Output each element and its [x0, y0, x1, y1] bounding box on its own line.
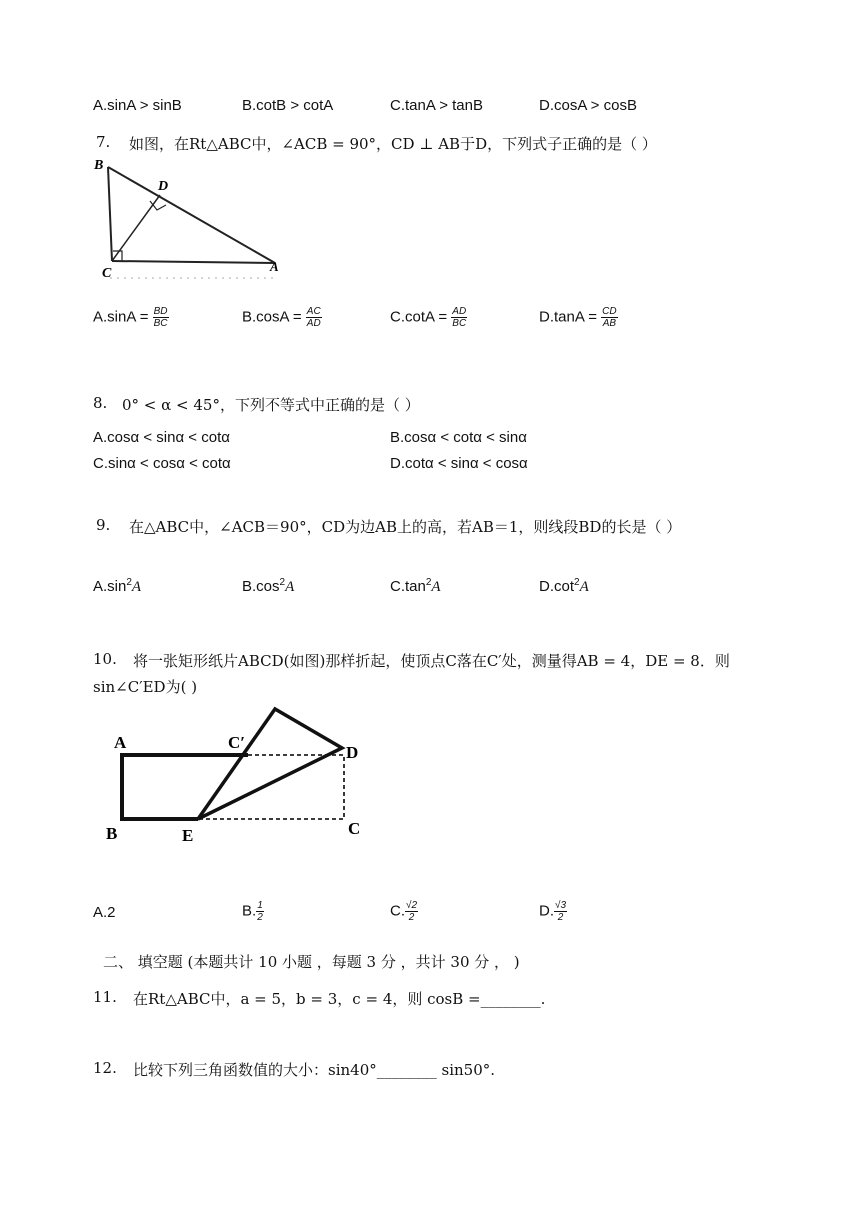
q7-label-c: C [102, 266, 112, 280]
q10-number: 10. [93, 650, 117, 668]
q10-label-b: B [106, 824, 118, 843]
q9-stem: 在△ABC中，∠ACB＝90°，CD为边AB上的高，若AB＝1，则线段BD的长是（ ） [129, 518, 682, 536]
q8-option-a: A.cosα < sinα < cotα [93, 429, 230, 446]
q10-label-a: A [114, 733, 127, 752]
q10-fold-figure [100, 700, 380, 850]
q11-stem: 在Rt△ABC中，a = 5，b = 3，c = 4，则 cosB =________. [133, 990, 546, 1008]
q7-triangle-figure [90, 155, 290, 280]
q9-number: 9. [96, 516, 111, 534]
q8-option-d: D.cotα < sinα < cosα [390, 455, 528, 472]
q7-label-d: D [158, 179, 169, 194]
q9-option-d: $D.\cot^2A$ [539, 577, 589, 595]
q10-stem-line1: 将一张矩形纸片ABCD(如图)那样折起，使顶点C落在C′处，测量得AB = 4，DE = 8．则 [133, 652, 730, 670]
q11-number: 11. [93, 988, 117, 1006]
q7-option-c: C.cotA = $\frac{AD}{BC}$ [390, 306, 467, 329]
q6-option-b: B.cotB > cotA [242, 97, 334, 114]
q6-option-c: C.tanA > tanB [390, 97, 483, 114]
q9-option-a: $A.\sin^2A$ [93, 577, 142, 595]
q10-option-c: C. $\frac{√2}{2}$ [390, 900, 418, 923]
q12-number: 12. [93, 1059, 117, 1077]
q7-option-b: B.cosA = $\frac{AC}{AD}$ [242, 306, 321, 329]
q10-label-d: D [346, 743, 359, 762]
q10-label-e: E [182, 826, 194, 845]
q10-option-a: A.2 [93, 904, 116, 921]
q7-stem: 如图，在Rt△ABC中，∠ACB = 90°，CD ⊥ AB于D，下列式子正确的是（ ） [129, 135, 657, 153]
q10-label-cprime: C′ [228, 733, 246, 752]
q7-number: 7. [96, 133, 111, 151]
q10-label-c: C [348, 819, 361, 838]
q7-label-a: A [270, 259, 279, 274]
q7-label-b: B [94, 158, 104, 173]
q6-option-d: D.cosA > cosB [539, 97, 637, 114]
q9-option-c: $C.\tan^2A$ [390, 577, 441, 595]
q12-stem: 比较下列三角函数值的大小：sin40°________ sin50°. [133, 1061, 496, 1079]
q9-option-b: $B.\cos^2A$ [242, 577, 295, 595]
q8-number: 8. [93, 394, 108, 412]
q8-option-b: B.cosα < cotα < sinα [390, 429, 527, 446]
q6-option-a: A.sinA > sinB [93, 97, 182, 114]
q10-stem-line2: sin∠C′ED为( ) [93, 678, 198, 696]
q10-option-d: D. $\frac{√3}{2}$ [539, 900, 567, 923]
q7-option-d: D.tanA = $\frac{CD}{AB}$ [539, 306, 617, 329]
q7-option-a: A.sinA = $\frac{BD}{BC}$ [93, 306, 168, 329]
section-2-heading: 二、 填空题 (本题共计 10 小题 ，每题 3 分 ，共计 30 分 ， ) [103, 953, 520, 971]
q8-option-c: C.sinα < cosα < cotα [93, 455, 231, 472]
q10-option-b: B. $\frac{1}{2}$ [242, 900, 263, 923]
q8-stem: 0° < α < 45°，下列不等式中正确的是（ ） [122, 396, 420, 414]
